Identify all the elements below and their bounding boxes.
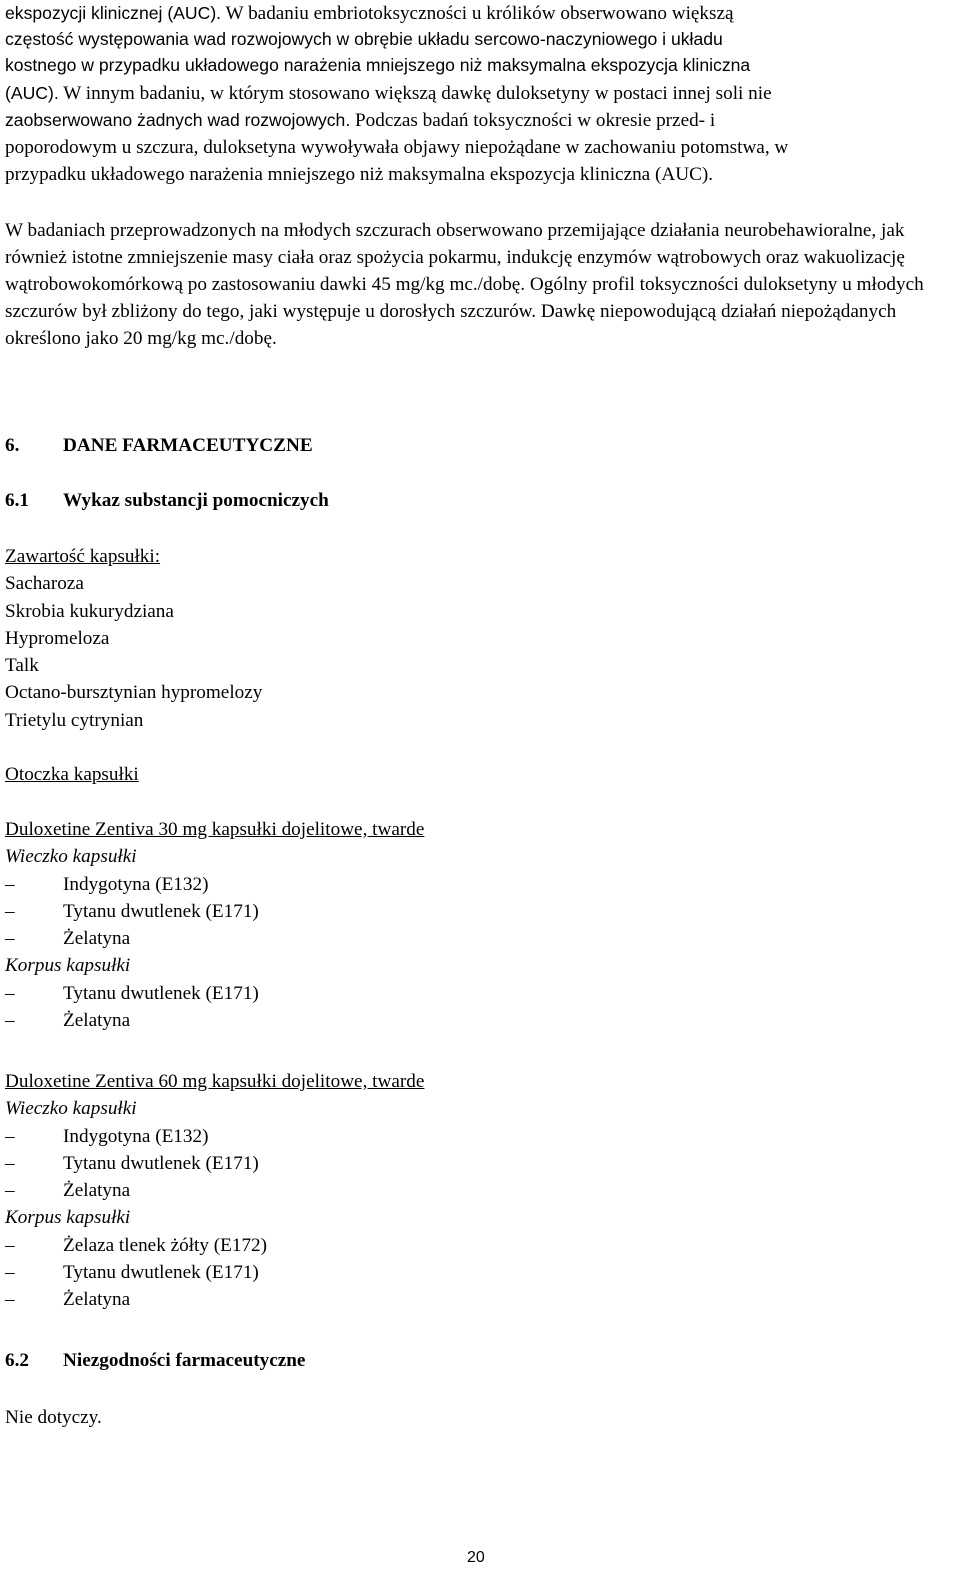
page-number: 20 (467, 1549, 485, 1566)
list-item: – Tytanu dwutlenek (E171) (5, 1259, 424, 1286)
dash-bullet: – (5, 900, 15, 922)
list-item: – Żelatyna (5, 925, 424, 952)
dash-bullet: – (5, 1125, 15, 1147)
body-label: Korpus kapsułki (5, 1207, 131, 1229)
capsule-contents-heading: Zawartość kapsułki: (5, 546, 161, 567)
section-6-number: 6. (5, 435, 20, 456)
dash-bullet: – (5, 1180, 15, 1202)
section-6-2-number: 6.2 (5, 1350, 29, 1371)
intro-line-4: (AUC). W innym badaniu, w którym stosowano większą dawkę duloksetyny w postaci innej soli nie (5, 83, 772, 104)
list-item: – Indygotyna (E132) (5, 1123, 424, 1150)
section-6-1-number: 6.1 (5, 490, 29, 511)
list-item: Skrobia kukurydziana (5, 600, 174, 622)
section-6-2-body (5, 1404, 102, 1431)
list-item: Sacharoza (5, 573, 84, 595)
juvenile-rats-paragraph: W badaniach przeprowadzonych na młodych szczurach obserwowano przemijające działania neurobehawioralne, jak również istotne zmniejszenie masy ciała oraz spożycia pokarmu, indukcję enzymów wątrobowych oraz wakuolizację wątrobowokomórkową po zastosowaniu dawki 45 mg/kg mc./dobę. Ogólny profil toksyczności duloksetyny u młodych szczurów był zbliżony do tego, jaki występuje u dorosłych szczurów. Dawkę niepowodującą działań niepożądanych określono jako 20 mg/kg mc./dobę. (5, 220, 924, 349)
dash-bullet: – (5, 873, 15, 895)
intro-line-1: ekspozycji klinicznej (AUC). W badaniu embriotoksyczności u królików obserwowano większą (5, 3, 734, 24)
intro-line-2: częstość występowania wad rozwojowych w obrębie układu sercowo-naczyniowego i układu (5, 29, 723, 49)
product-30mg-heading: Duloxetine Zentiva 30 mg kapsułki dojelitowe, twarde (5, 819, 425, 840)
intro-line-5: zaobserwowano żadnych wad rozwojowych. Podczas badań toksyczności w okresie przed- i (5, 110, 716, 131)
dash-bullet: – (5, 928, 15, 950)
list-item: – Żelaza tlenek żółty (E172) (5, 1232, 424, 1259)
section-6-2-title: Niezgodności farmaceutyczne (63, 1350, 306, 1371)
product-60mg-heading: Duloxetine Zentiva 60 mg kapsułki dojelitowe, twarde (5, 1071, 425, 1092)
dash-bullet: – (5, 1010, 15, 1032)
section-6-2-heading (5, 1350, 305, 1372)
dash-bullet: – (5, 1234, 15, 1256)
list-item: Hypromeloza (5, 627, 110, 649)
list-item: – Żelatyna (5, 1286, 424, 1313)
section-6-heading (5, 435, 313, 457)
capsule-shell-heading: Otoczka kapsułki (5, 764, 139, 785)
list-item: – Tytanu dwutlenek (E171) (5, 980, 424, 1007)
section-6-2-text: Nie dotyczy. (5, 1407, 102, 1428)
product-60mg-block (5, 1068, 424, 1314)
list-item: Trietylu cytrynian (5, 709, 144, 731)
list-item: – Tytanu dwutlenek (E171) (5, 1150, 424, 1177)
intro-line-7: przypadku układowego narażenia mniejszego niż maksymalna ekspozycja kliniczna (AUC). (5, 164, 714, 185)
intro-line-3: kostnego w przypadku układowego narażenia mniejszego niż maksymalna ekspozycja kliniczna (5, 55, 751, 75)
section-6-title: DANE FARMACEUTYCZNE (63, 435, 313, 456)
dash-bullet: – (5, 1152, 15, 1174)
dash-bullet: – (5, 982, 15, 1004)
list-item: Octano-bursztynian hypromelozy (5, 682, 263, 704)
cap-label: Wieczko kapsułki (5, 846, 137, 868)
document-page (5, 0, 955, 1589)
section-6-1-title: Wykaz substancji pomocniczych (63, 490, 329, 511)
capsule-shell-block (5, 761, 139, 788)
dash-bullet: – (5, 1289, 15, 1311)
list-item: – Indygotyna (E132) (5, 871, 424, 898)
list-item: – Tytanu dwutlenek (E171) (5, 898, 424, 925)
dash-bullet: – (5, 1262, 15, 1284)
product-30mg-block (5, 816, 424, 1034)
list-item: – Żelatyna (5, 1007, 424, 1034)
intro-line-6: poporodowym u szczura, duloksetyna wywoływała objawy niepożądane w zachowaniu potomstwa, w (5, 137, 789, 158)
body-label: Korpus kapsułki (5, 955, 131, 977)
list-item: Talk (5, 655, 39, 677)
cap-label: Wieczko kapsułki (5, 1098, 137, 1120)
list-item: – Żelatyna (5, 1177, 424, 1204)
section-6-1-heading (5, 490, 329, 512)
capsule-contents-list (5, 543, 262, 734)
